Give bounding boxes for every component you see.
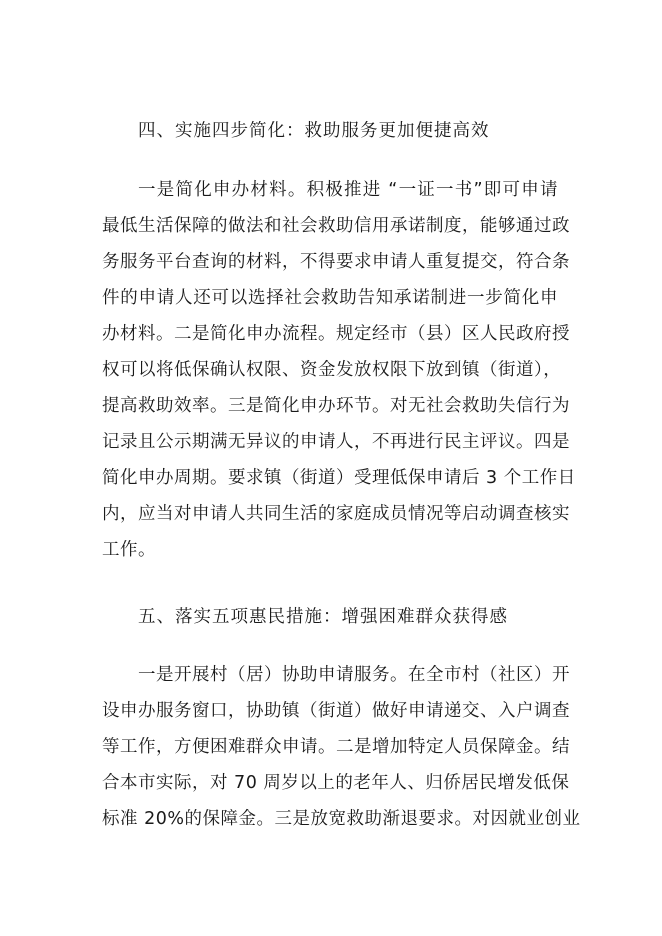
paragraph-line: 等工作，方便困难群众申请。二是增加特定人员保障金。结: [102, 737, 570, 757]
section-heading-5: 五、落实五项惠民措施：增强困难群众获得感: [138, 607, 508, 627]
paragraph-line: 设申办服务窗口，协助镇（街道）做好申请递交、入户调查: [102, 701, 570, 721]
paragraph-line: 内，应当对申请人共同生活的家庭成员情况等启动调查核实: [102, 504, 570, 524]
section-paragraph-4: [102, 172, 576, 568]
paragraph-line: 最低生活保障的做法和社会救助信用承诺制度，能够通过政: [102, 216, 570, 236]
paragraph-line: 记录且公示期满无异议的申请人，不再进行民主评议。四是: [102, 432, 570, 452]
paragraph-line: 标准 20%的保障金。三是放宽救助渐退要求。对因就业创业: [102, 809, 581, 829]
paragraph-line: 务服务平台查询的材料，不得要求申请人重复提交，符合条: [102, 252, 570, 272]
paragraph-line: 办材料。二是简化申办流程。规定经市（县）区人民政府授: [102, 324, 570, 344]
paragraph-line: 简化申办周期。要求镇（街道）受理低保申请后 3 个工作日: [102, 468, 576, 488]
paragraph-line: 件的申请人还可以选择社会救助告知承诺制进一步简化申: [102, 288, 558, 308]
section-heading-4: 四、实施四步简化：救助服务更加便捷高效: [138, 121, 490, 141]
paragraph-line: 合本市实际，对 70 周岁以上的老年人、归侨居民增发低保: [102, 773, 570, 793]
paragraph-line: 提高救助效率。三是简化申办环节。对无社会救助失信行为: [102, 396, 570, 416]
paragraph-line: 权可以将低保确认权限、资金发放权限下放到镇（街道），: [102, 360, 562, 380]
paragraph-line: 一是开展村（居）协助申请服务。在全市村（社区）开: [138, 665, 570, 685]
paragraph-line: 一是简化申办材料。积极推进 “一证一书”即可申请: [138, 180, 558, 200]
section-paragraph-5: [102, 657, 581, 837]
paragraph-line: 工作。: [102, 540, 156, 560]
